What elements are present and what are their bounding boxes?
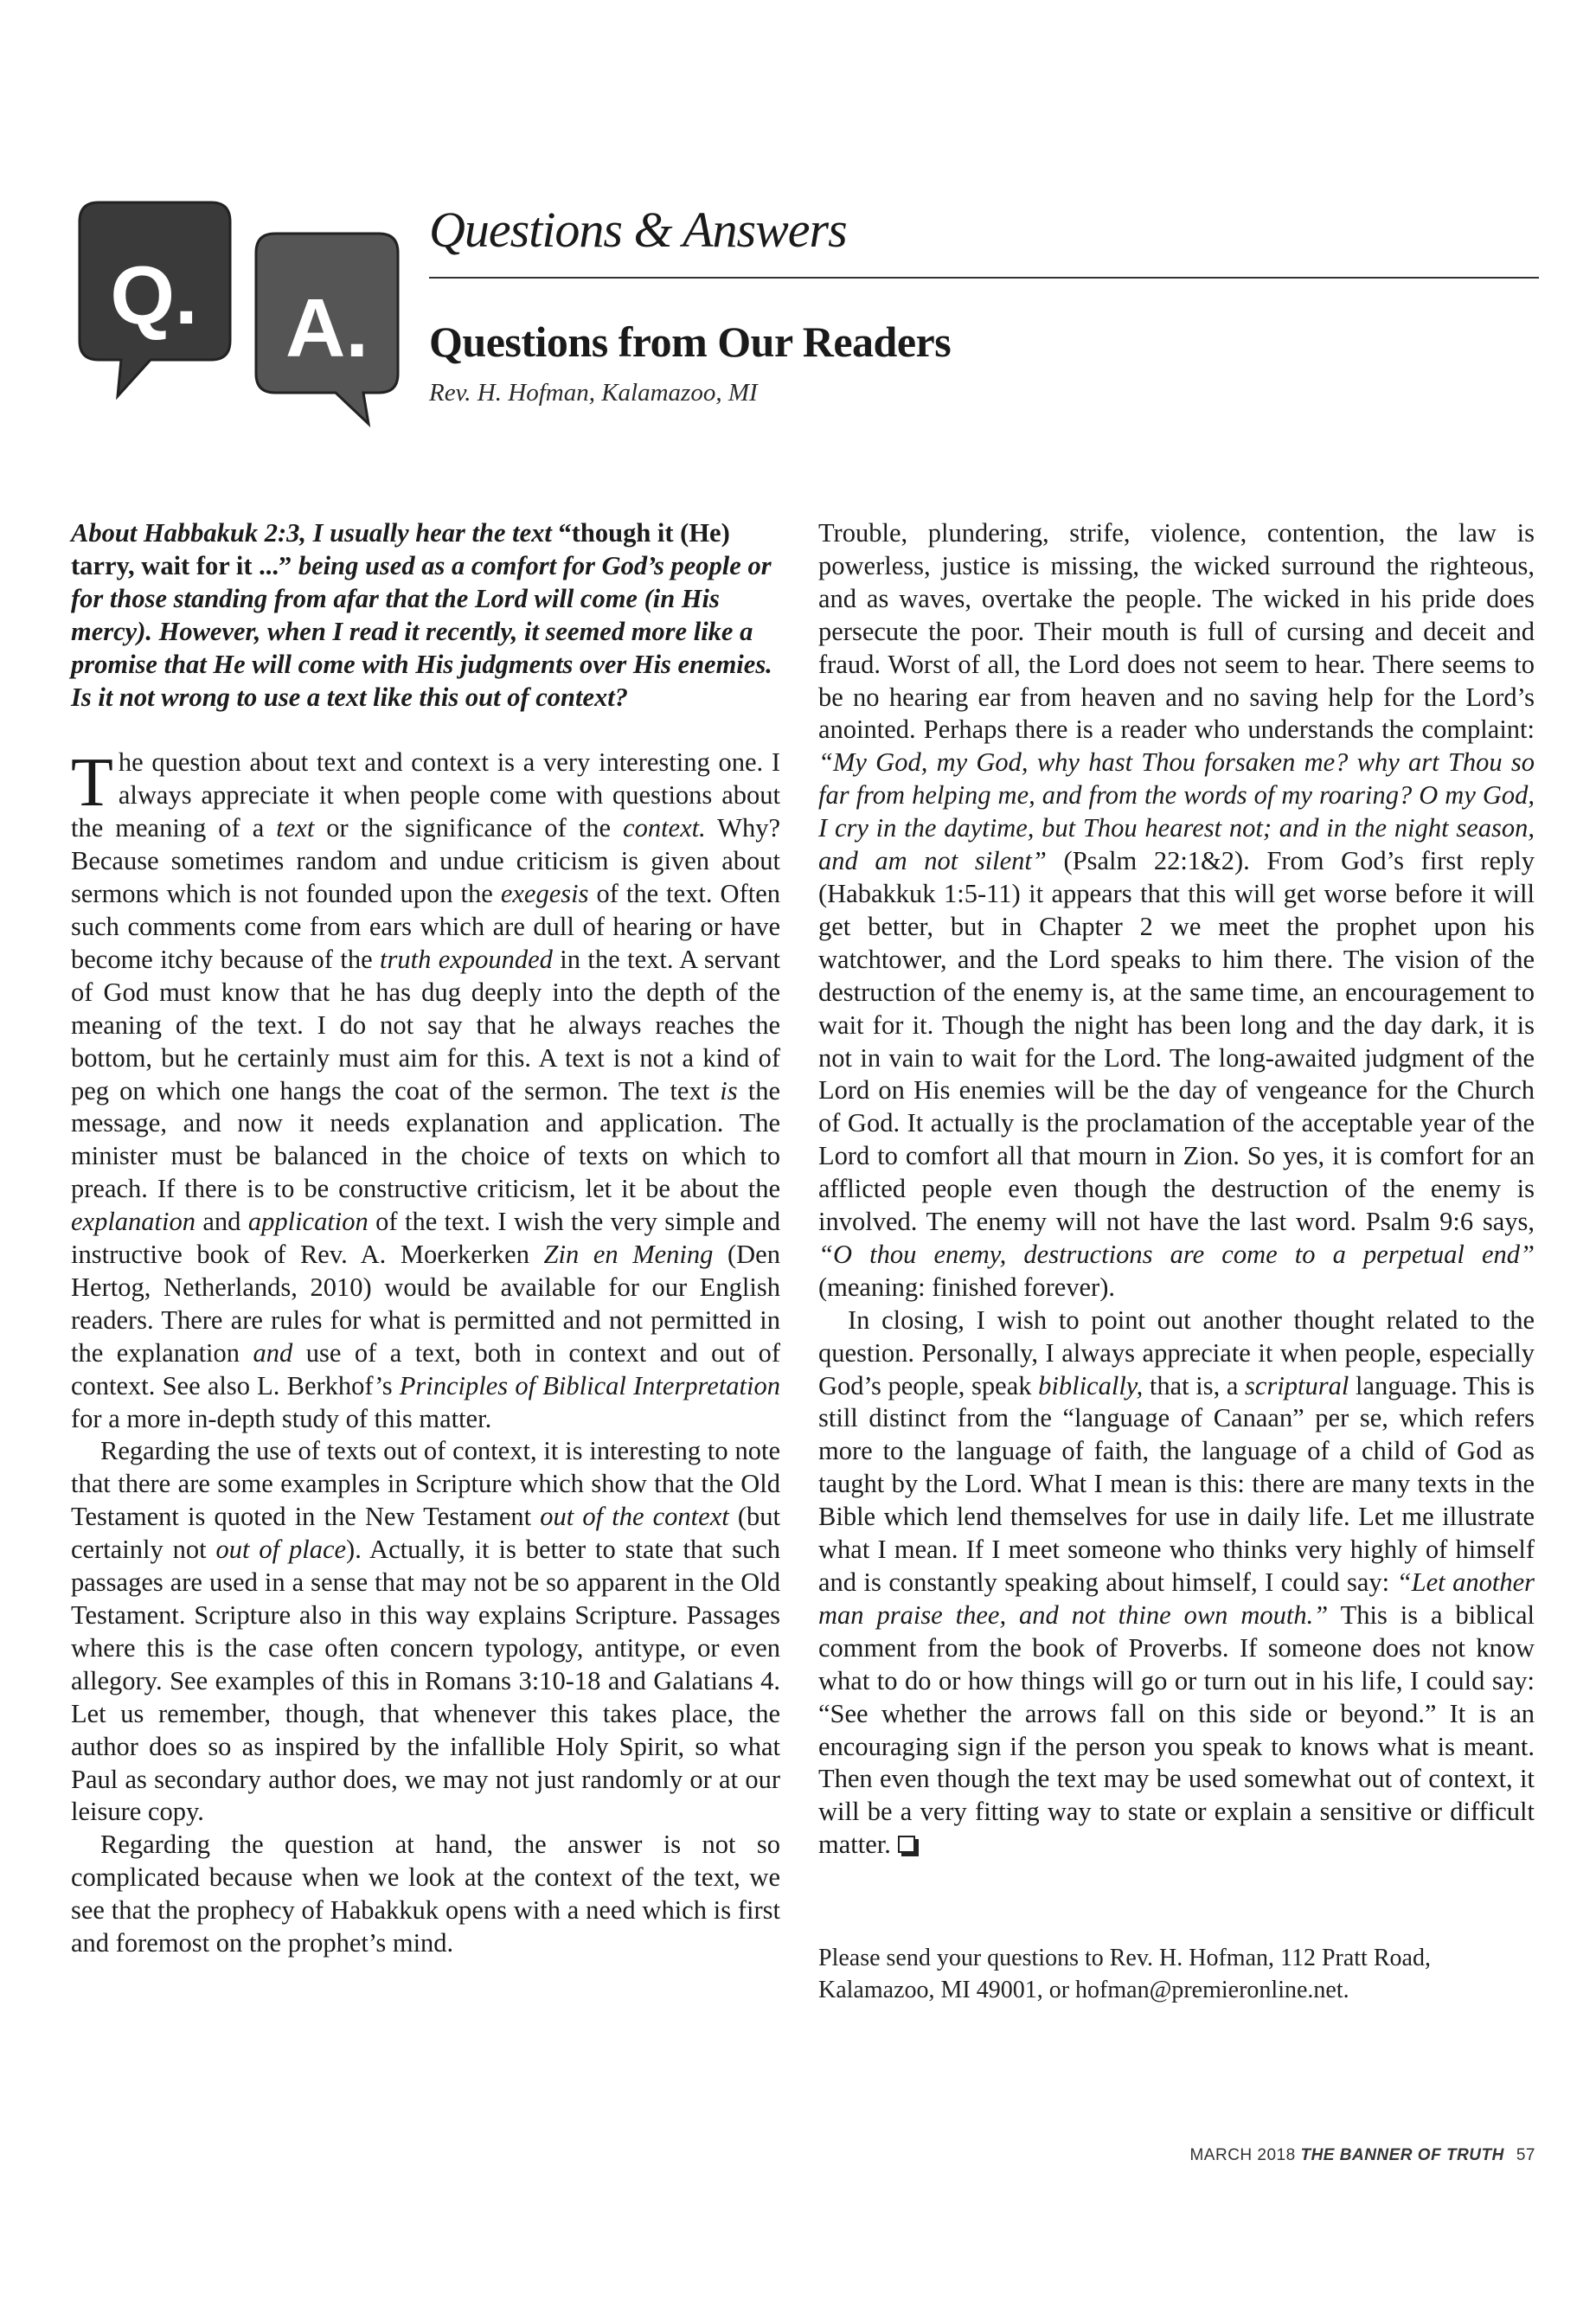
article-title: Questions from Our Readers xyxy=(429,317,952,366)
answer-paragraph-2: Regarding the use of texts out of context, it is interesting to note that there are some examples in Scripture which show that the Old Testament is quoted in the New Testament out of the context (but certainly not out of place). Actually, it is better to state that such passages are used in a sense that may not be so apparent in the Old Testament. Scripture also in this way explains Scripture. Passages where this is the case often concern typology, antitype, or even allegory. See examples of this in Romans 3:10-18 and Galatians 4. Let us remember, though, that whenever this takes place, the author does so as inspired by the infallible Holy Spirit, so what Paul as secondary author does, we may not just randomly or at our leisure copy. xyxy=(71,1436,781,1827)
left-column xyxy=(71,517,780,1960)
right-column xyxy=(818,517,1535,1862)
logo-q-text: Q. xyxy=(110,249,198,342)
answer-paragraph-5: In closing, I wish to point out another thought related to the question. Personally, I always appreciate it when people, especially God’s people, speak biblically, that is, a scriptural language. This is still distinct from the “language of Canaan” per se, which refers more to the language of faith, the language of a child of God as taught by the Lord. What I mean is this: there are many texts in the Bible which lend themselves for use in daily life. Let me illustrate what I mean. If I meet someone who thinks very highly of himself and is constantly speaking about himself, I could say: “Let another man praise thee, and not thine own mouth.” This is a biblical comment from the book of Proverbs. If someone does not know what to do or how things will go or turn out in his life, I could say: “See whether the arrows fall on this side or beyond.” It is an encouraging sign if the person you speak to knows what is meant. Then even though the text may be used somewhat out of context, it will be a very fitting way to state or explain a sensitive or difficult matter. xyxy=(818,1304,1535,1860)
footer-publication: THE BANNER OF TRUTH xyxy=(1300,2146,1504,2164)
end-mark-icon xyxy=(898,1836,915,1853)
logo-a-text: A. xyxy=(285,282,369,375)
byline: Rev. H. Hofman, Kalamazoo, MI xyxy=(429,379,758,407)
section-title: Questions & Answers xyxy=(429,202,847,258)
question-gap xyxy=(71,714,780,747)
answer-paragraph-3: Regarding the question at hand, the answer is not so complicated because when we look at the context of the text, we see that the prophecy of Habakkuk opens with a need which is first and foremost on the prophet’s mind. xyxy=(71,1830,780,1958)
drop-cap: T xyxy=(71,745,113,822)
qa-logo xyxy=(64,195,410,429)
page-footer xyxy=(1189,2146,1535,2165)
title-rule xyxy=(429,277,1539,279)
footer-date: MARCH 2018 xyxy=(1189,2146,1296,2164)
answer-paragraph-4: Trouble, plundering, strife, violence, contention, the law is powerless, justice is missing, the wicked surround the righteous, and as waves, overtake the people. The wicked in his pride does persecute the poor. Their mouth is full of cursing and deceit and fraud. Worst of all, the Lord does not seem to hear. There seems to be no hearing ear from heaven and no saving help for the Lord’s anointed. Perhaps there is a reader who understands the complaint: “My God, my God, why hast Thou forsaken me? why art Thou so far from helping me, and from the words of my roaring? O my God, I cry in the daytime, but Thou hearest not; and in the night season, and am not silent” (Psalm 22:1&2). From God’s first reply (Habakkuk 1:5-11) it appears that this will get worse before it will get better, but in Chapter 2 we meet the prophet upon his watchtower, and the Lord speaks to him there. The vision of the destruction of the enemy is, at the same time, an encouragement to wait for it. Though the night has been long and the day dark, it is not in vain to wait for the Lord. The long-awaited judgment of the Lord on His enemies will be the day of vengeance for the Church of God. It actually is the proclamation of the acceptable year of the Lord to comfort all that mourn in Zion. So yes, it is comfort for an afflicted people even though the destruction of the enemy is involved. The enemy will not have the last word. Psalm 9:6 says, “O thou enemy, destructions are come to a perpetual end” (meaning: finished forever). xyxy=(818,518,1535,1302)
page-number: 57 xyxy=(1516,2146,1535,2164)
answer-paragraph-1: The question about text and context is a very interesting one. I always appreciate it when people come with questions about the meaning of a text or the significance of the context. Why? Because sometimes random and undue criticism is given about sermons which is not founded upon the exegesis of the text. Often such comments come from ears which are dull of hearing or have become itchy because of the truth expounded in the text. A servant of God must know that he has dug deeply into the depth of the meaning of the text. I do not say that he always reaches the bottom, but he certainly must aim for this. A text is not a kind of peg on which one hangs the coat of the sermon. The text is the message, and now it needs explanation and application. The minister must be balanced in the choice of texts on which to preach. If there is to be constructive criticism, let it be about the explanation and application of the text. I wish the very simple and instructive book of Rev. A. Moerkerken Zin en Mening (Den Hertog, Netherlands, 2010) would be available for our English readers. There are rules for what is permitted and not permitted in the explanation and use of a text, both in context and out of context. See also L. Berkhof’s Principles of Biblical Interpretation for a more in-depth study of this matter. xyxy=(71,745,781,1433)
contact-note: Please send your questions to Rev. H. Hofman, 112 Pratt Road, Kalamazoo, MI 49001, or hofman@premieronline.net. xyxy=(818,1945,1431,2003)
reader-question: About Habbakuk 2:3, I usually hear the text “though it (He) tarry, wait for it ...” being used as a comfort for God’s people or for those standing from afar that the Lord will come (in His mercy). However, when I read it recently, it seemed more like a promise that He will come with His judgments over His enemies. Is it not wrong to use a text like this out of context? xyxy=(71,518,772,712)
